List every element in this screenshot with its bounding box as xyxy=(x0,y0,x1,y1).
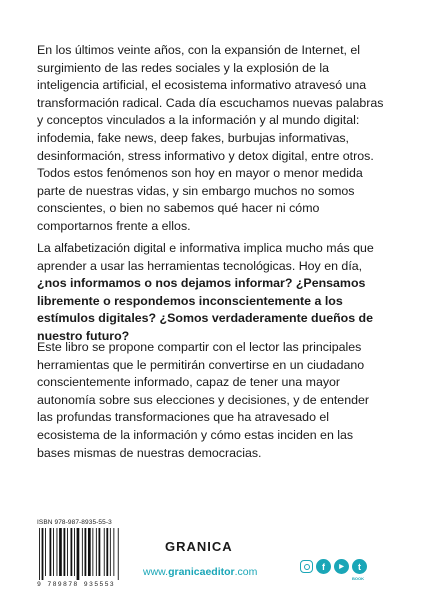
twitter-icon: t xyxy=(352,559,367,574)
paragraph-text xyxy=(37,240,387,346)
synopsis-paragraph-2 xyxy=(37,240,387,346)
book-label: BOOK xyxy=(352,576,364,581)
instagram-icon xyxy=(300,560,313,573)
isbn-label: ISBN 978-987-8935-55-3 xyxy=(37,519,112,526)
synopsis-paragraph-3 xyxy=(37,339,387,462)
barcode-image xyxy=(37,528,143,580)
synopsis-paragraph-1 xyxy=(37,42,387,236)
paragraph-text: En los últimos veinte años, con la expansión de Internet, el surgimiento de las redes sociales y la explosión de la inteligencia artificial, el ecosistema informativo atravesó una transformación radical. Cada día escuchamos nuevas palabras y conceptos vinculados a la información y al mundo digital: infodemia, fake news, deep fakes, burbujas informativas, desinformación, stress informativo y detox digital, entre otros. Todos estos fenómenos son hoy en mayor o menor medida parte de nuestras vidas, y sin embargo muchos no somos conscientes, o bien no sabemos qué hacer ni cómo comportarnos frente a ellos. xyxy=(37,43,384,233)
social-icons xyxy=(300,559,367,574)
paragraph-questions: ¿nos informamos o nos dejamos informar? ¿Pensamos libremente o respondemos inconscientemente a los estímulos digitales? ¿Somos verdaderamente dueños de nuestro futuro? xyxy=(37,276,374,343)
website-suffix: .com xyxy=(234,566,258,578)
publisher-website xyxy=(143,566,257,578)
website-domain: granicaeditor xyxy=(168,566,235,578)
website-prefix: www. xyxy=(143,566,169,578)
publisher-logo: GRANICA xyxy=(165,539,233,554)
paragraph-text: Este libro se propone compartir con el lector las principales herramientas que le permitirán convertirse en un ciudadano conscientemente informado, capaz de tener una mayor autonomía sobre sus elecciones y decisiones, y de entender las profundas transformaciones que ha atravesado el ecosistema de la información y cómo estas inciden en las bases mismas de nuestras democracias. xyxy=(37,340,369,460)
facebook-icon: f xyxy=(316,559,331,574)
isbn-barcode xyxy=(37,519,147,588)
youtube-icon: ▶ xyxy=(334,559,349,574)
barcode-number: 9 789878 935553 xyxy=(37,581,116,588)
paragraph-intro: La alfabetización digital e informativa implica mucho más que aprender a usar las herramientas tecnológicas. Hoy en día, xyxy=(37,241,374,273)
